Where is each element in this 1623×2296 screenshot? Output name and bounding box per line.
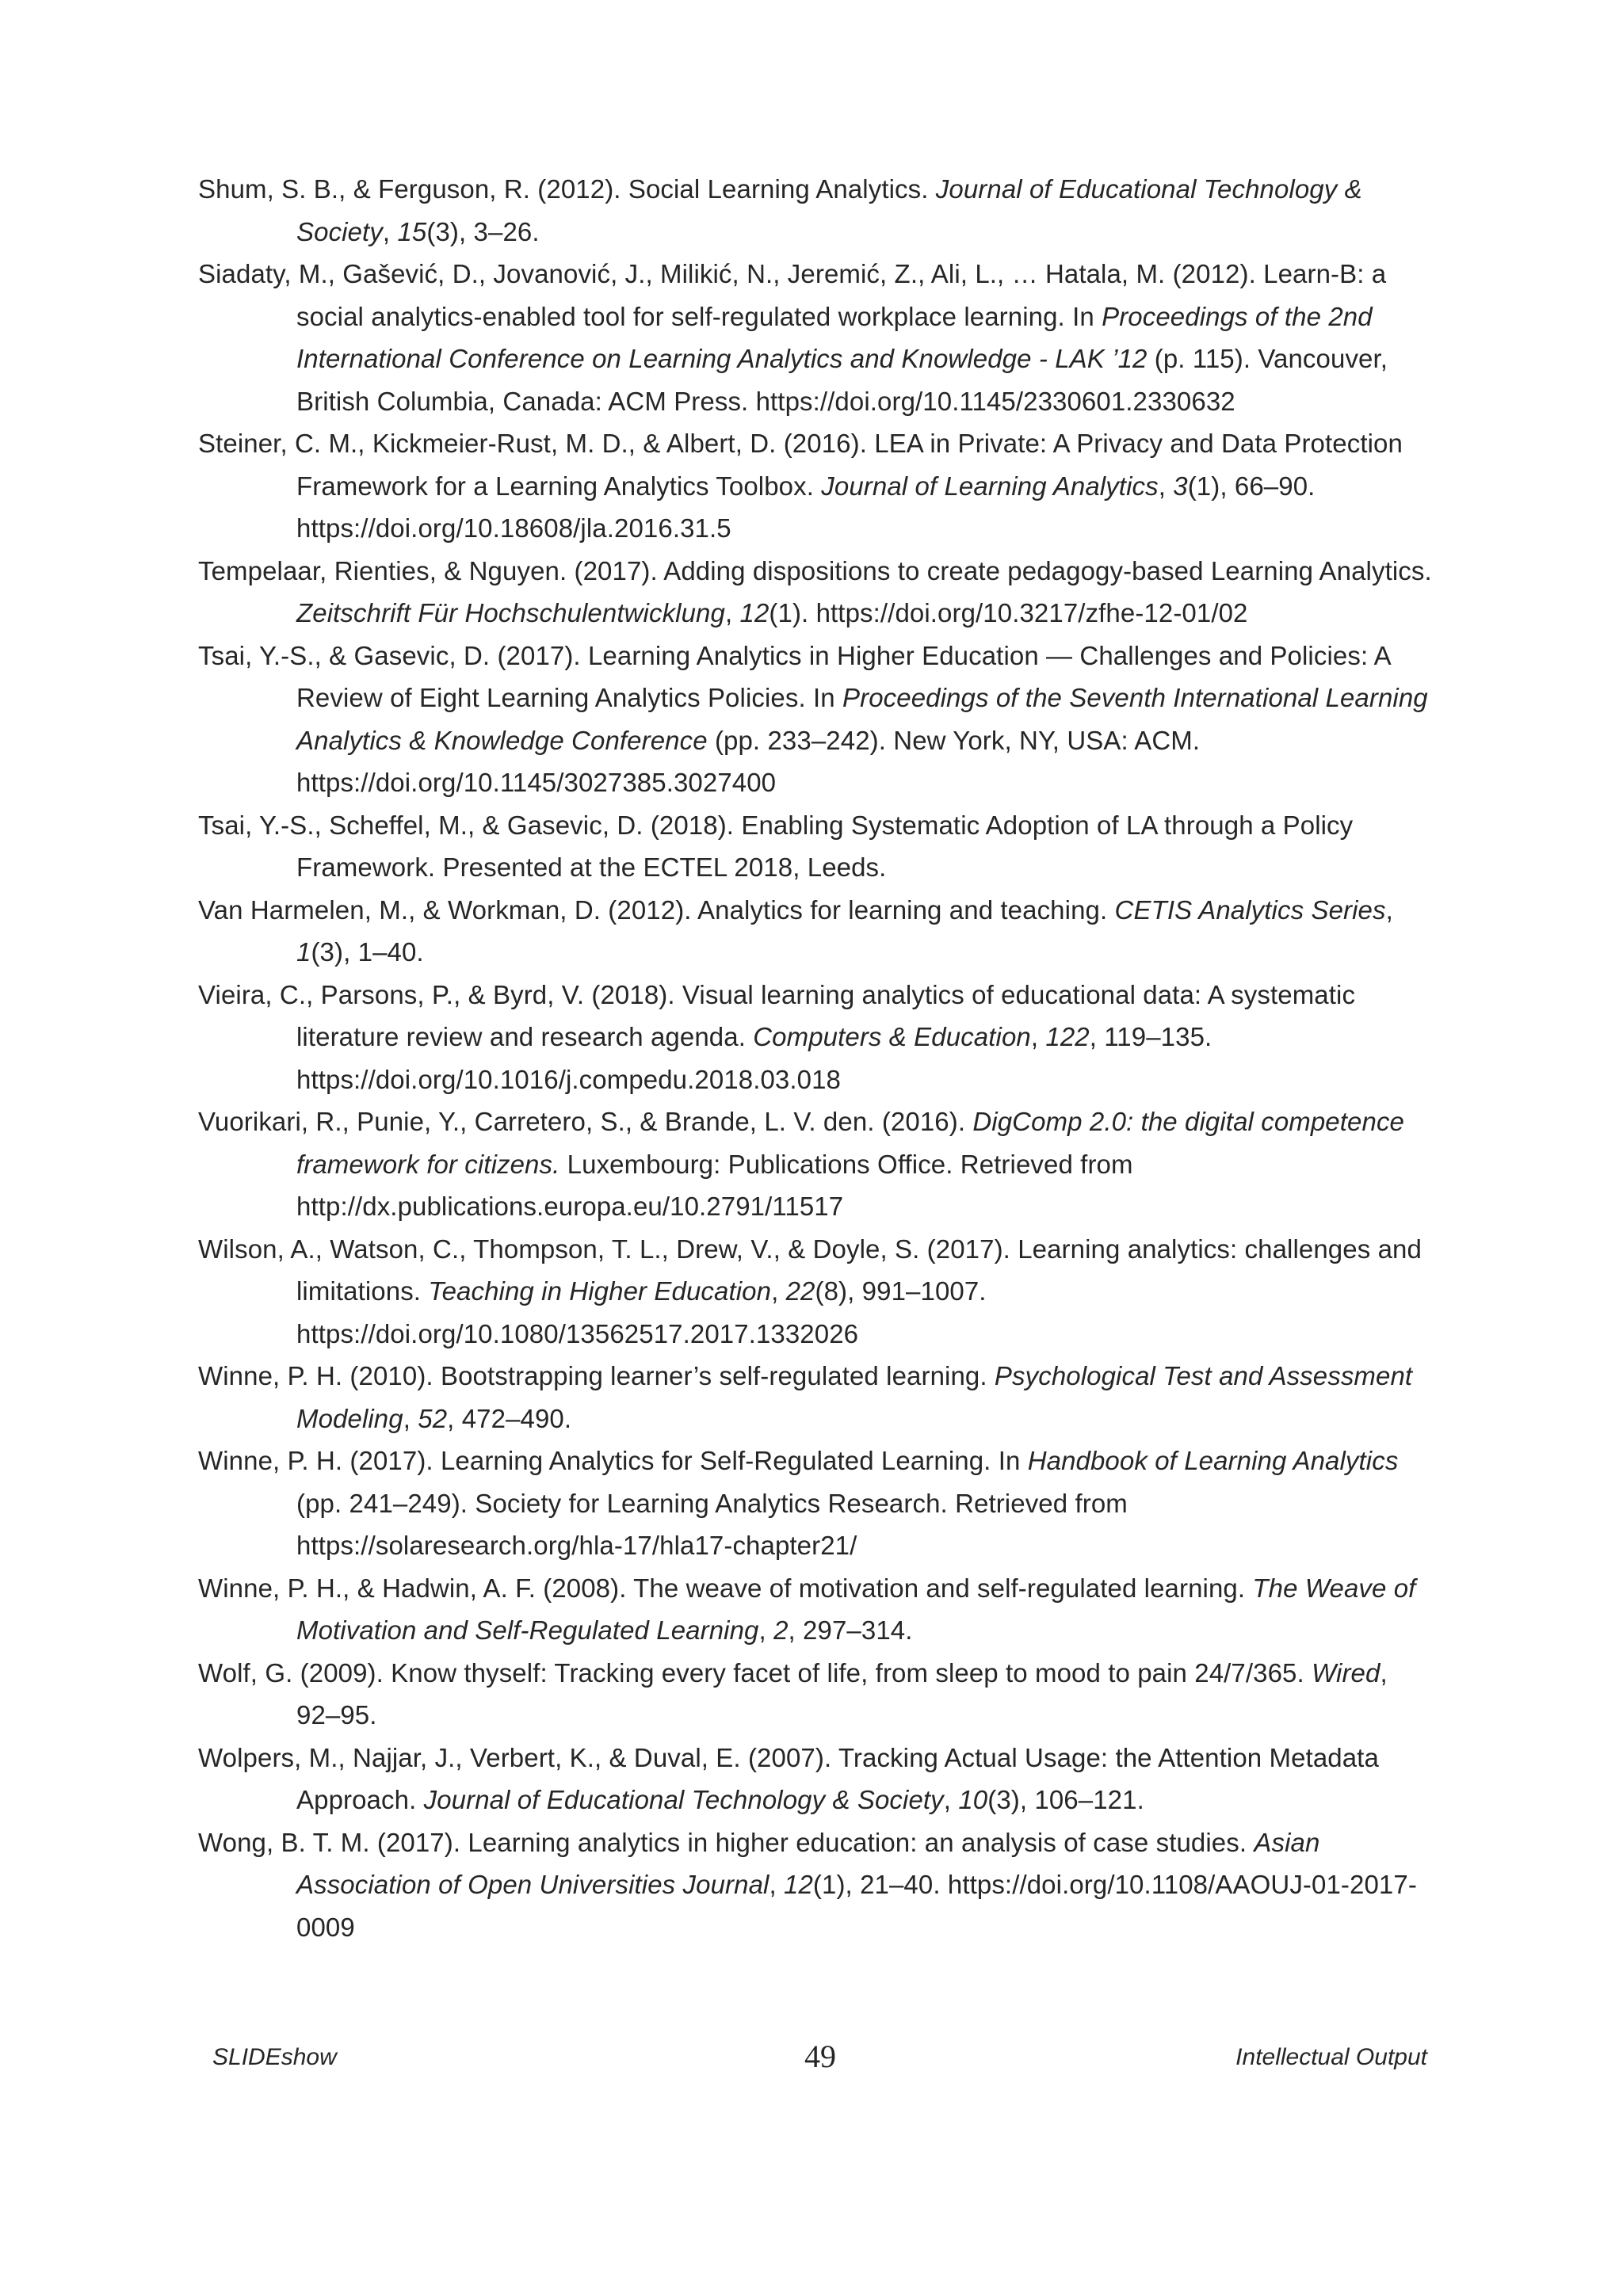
- reference-text: Winne, P. H., & Hadwin, A. F. (2008). The weave of motivation and self-regulated learning.: [198, 1573, 1253, 1603]
- reference-text: , 92–95.: [296, 1657, 1388, 1730]
- reference-text: ,: [1030, 1022, 1046, 1051]
- reference-italic-text: Journal of Educational Technology & Society: [423, 1785, 944, 1814]
- reference-text: Wolpers, M., Najjar, J., Verbert, K., & Duval, E. (2007). Tracking Actual Usage: the Attention Metadata Approach.: [198, 1742, 1379, 1814]
- reference-text: (p. 115). Vancouver, British Columbia, Canada: ACM Press. https://doi.org/10.1145/2330601.2330632: [296, 344, 1388, 416]
- reference-entry: [198, 550, 1434, 635]
- reference-text: Shum, S. B., & Ferguson, R. (2012). Social Learning Analytics.: [198, 174, 936, 204]
- reference-italic-text: 22: [785, 1276, 815, 1306]
- reference-italic-text: Teaching in Higher Education: [428, 1276, 772, 1306]
- reference-italic-text: Zeitschrift Für Hochschulentwicklung: [296, 598, 725, 627]
- reference-text: Tempelaar, Rienties, & Nguyen. (2017). Adding dispositions to create pedagogy-based Learning Analytics.: [198, 555, 1432, 585]
- reference-text: (1), 66–90. https://doi.org/10.18608/jla.2016.31.5: [296, 471, 1316, 543]
- reference-text: (8), 991–1007. https://doi.org/10.1080/13562517.2017.1332026: [296, 1276, 987, 1348]
- reference-italic-text: 10: [958, 1785, 988, 1814]
- reference-text: ,: [403, 1403, 418, 1433]
- reference-text: Winne, P. H. (2010). Bootstrapping learner’s self-regulated learning.: [198, 1361, 995, 1390]
- reference-italic-text: 3: [1173, 471, 1188, 501]
- reference-italic-text: 12: [739, 598, 769, 627]
- reference-text: Winne, P. H. (2017). Learning Analytics for Self-Regulated Learning. In: [198, 1446, 1028, 1475]
- reference-entry: [198, 635, 1434, 804]
- reference-italic-text: Computers & Education: [753, 1022, 1031, 1051]
- reference-italic-text: 1: [296, 937, 311, 967]
- reference-entry: [198, 1440, 1434, 1567]
- reference-italic-text: Proceedings of the 2nd International Conference on Learning Analytics and Knowledge - LAK ’12: [296, 301, 1373, 373]
- reference-italic-text: 2: [773, 1615, 789, 1645]
- reference-text: Wilson, A., Watson, C., Thompson, T. L., Drew, V., & Doyle, S. (2017). Learning analytics: challenges and limitations.: [198, 1234, 1422, 1306]
- reference-entry: [198, 1100, 1434, 1228]
- footer-output-label: Intellectual Output: [1235, 2044, 1427, 2070]
- reference-text: (pp. 233–242). New York, NY, USA: ACM. https://doi.org/10.1145/3027385.3027400: [296, 725, 1201, 797]
- reference-text: Luxembourg: Publications Office. Retrieved from http://dx.publications.europa.eu/10.2791/11517: [296, 1149, 1133, 1221]
- reference-text: (pp. 241–249). Society for Learning Analytics Research. Retrieved from https://solaresearch.org/hla-17/hla17-chapter21/: [296, 1488, 1128, 1560]
- reference-text: ,: [382, 216, 398, 246]
- reference-entry: [198, 1652, 1434, 1737]
- reference-entry: [198, 1737, 1434, 1821]
- reference-text: (3), 1–40.: [311, 937, 424, 967]
- reference-text: Steiner, C. M., Kickmeier-Rust, M. D., & Albert, D. (2016). LEA in Private: A Privacy and Data Protection Framework for a Learning Analytics Toolbox.: [198, 429, 1403, 501]
- reference-text: ,: [943, 1785, 959, 1814]
- page-footer: [0, 2038, 1623, 2077]
- reference-text: ,: [769, 1870, 784, 1899]
- reference-italic-text: 52: [418, 1403, 448, 1433]
- reference-text: Tsai, Y.-S., Scheffel, M., & Gasevic, D. (2018). Enabling Systematic Adoption of LA through a Policy Framework. Presented at the ECTEL 2018, Leeds.: [198, 810, 1354, 882]
- reference-italic-text: CETIS Analytics Series: [1114, 894, 1386, 925]
- reference-entry: [198, 1821, 1434, 1949]
- reference-italic-text: Asian Association of Open Universities Journal: [296, 1827, 1320, 1899]
- footer-document-name: SLIDEshow: [212, 2044, 337, 2070]
- reference-text: Wolf, G. (2009). Know thyself: Tracking every facet of life, from sleep to mood to pain 24/7/365.: [198, 1657, 1312, 1688]
- reference-text: , 119–135. https://doi.org/10.1016/j.compedu.2018.03.018: [296, 1022, 1212, 1094]
- reference-text: (3), 106–121.: [987, 1785, 1144, 1814]
- reference-italic-text: The Weave of Motivation and Self-Regulated Learning: [296, 1573, 1416, 1645]
- reference-italic-text: DigComp 2.0: the digital competence framework for citizens.: [296, 1107, 1404, 1179]
- reference-text: Vieira, C., Parsons, P., & Byrd, V. (2018). Visual learning analytics of educational data: A systematic literature review and research agenda.: [198, 979, 1356, 1051]
- reference-entry: [198, 1567, 1434, 1652]
- reference-text: Siadaty, M., Gašević, D., Jovanović, J., Milikić, N., Jeremić, Z., Ali, L., … Hatala, M. (2012). Learn-B: a social analytics-enabled tool for self-regulated workplace learning. In: [198, 259, 1387, 331]
- reference-entry: [198, 804, 1434, 889]
- reference-text: (3), 3–26.: [426, 216, 540, 246]
- reference-italic-text: Journal of Educational Technology & Society: [296, 174, 1362, 246]
- reference-text: , 472–490.: [447, 1403, 572, 1433]
- reference-text: (1). https://doi.org/10.3217/zfhe-12-01/02: [769, 598, 1248, 627]
- reference-italic-text: Psychological Test and Assessment Modeling: [296, 1361, 1413, 1433]
- reference-text: ,: [758, 1615, 774, 1645]
- reference-italic-text: Journal of Learning Analytics: [821, 471, 1159, 501]
- reference-italic-text: 12: [784, 1870, 813, 1899]
- reference-entry: [198, 1355, 1434, 1440]
- reference-text: ,: [1158, 471, 1174, 501]
- reference-entry: [198, 422, 1434, 550]
- reference-text: (1), 21–40. https://doi.org/10.1108/AAOUJ-01-2017-0009: [296, 1870, 1417, 1942]
- reference-text: Wong, B. T. M. (2017). Learning analytics in higher education: an analysis of case studies.: [198, 1827, 1254, 1857]
- reference-text: ,: [771, 1276, 786, 1306]
- reference-entry: [198, 1228, 1434, 1356]
- reference-entry: [198, 889, 1434, 974]
- reference-text: Van Harmelen, M., & Workman, D. (2012). Analytics for learning and teaching.: [198, 894, 1115, 925]
- reference-text: , 297–314.: [788, 1615, 913, 1645]
- reference-list: [198, 168, 1434, 1948]
- reference-entry: [198, 253, 1434, 422]
- reference-text: ,: [724, 598, 740, 627]
- reference-entry: [198, 168, 1434, 253]
- reference-italic-text: 122: [1045, 1022, 1090, 1051]
- reference-italic-text: Wired: [1312, 1657, 1381, 1688]
- reference-text: Vuorikari, R., Punie, Y., Carretero, S., & Brande, L. V. den. (2016).: [198, 1107, 973, 1136]
- reference-italic-text: Handbook of Learning Analytics: [1027, 1446, 1399, 1475]
- reference-italic-text: Proceedings of the Seventh International Learning Analytics & Knowledge Conference: [296, 683, 1428, 755]
- reference-entry: [198, 974, 1434, 1101]
- reference-text: Tsai, Y.-S., & Gasevic, D. (2017). Learning Analytics in Higher Education — Challenges and Policies: A Review of Eight Learning Analytics Policies. In: [198, 640, 1390, 712]
- page-number: 49: [804, 2039, 836, 2074]
- reference-text: ,: [1385, 894, 1393, 925]
- reference-italic-text: 15: [397, 216, 427, 246]
